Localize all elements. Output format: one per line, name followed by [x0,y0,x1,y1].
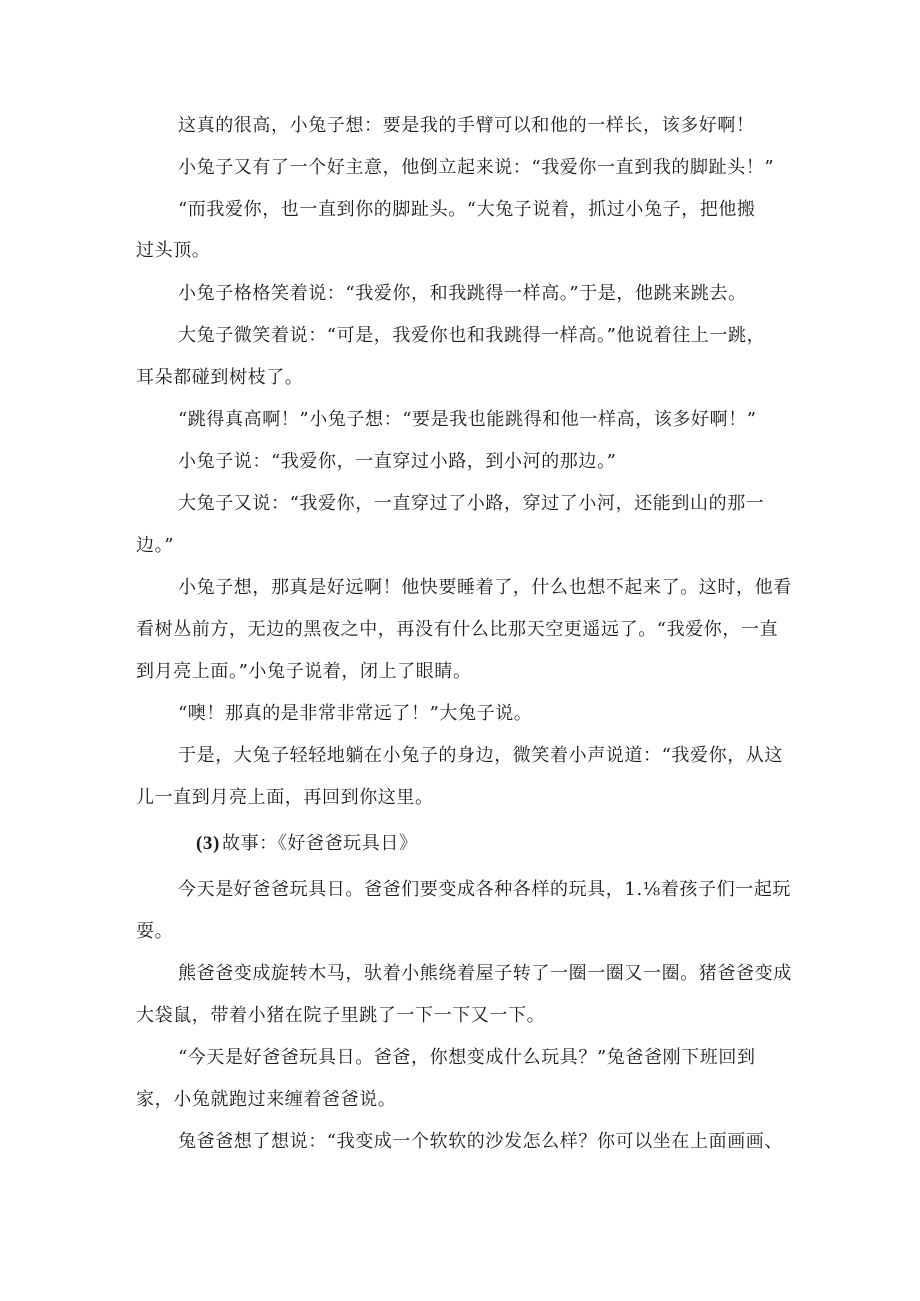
paragraph-line: 小兔子格格笑着说：“我爱你，和我跳得一样高。”于是，他跳来跳去。 [178,283,747,304]
paragraph-line: 兔爸爸想了想说：“我变成一个软软的沙发怎么样？你可以坐在上面画画、 [178,1131,783,1152]
paragraph-line: “噢！那真的是非常非常远了！”大兔子说。 [178,703,533,724]
paragraph-line: 耳朵都碰到树枝了。 [136,367,304,388]
paragraph-line: 今天是好爸爸玩具日。爸爸们要变成各种各样的玩具，1.⅛着孩子们一起玩 [178,879,792,900]
paragraph-line: “而我爱你，也一直到你的脚趾头。“大兔子说着，抓过小兔子，把他搬 [178,199,756,220]
section-number: (3) [196,833,220,854]
paragraph-line: 边。” [136,535,175,556]
paragraph-line: 于是，大兔子轻轻地躺在小兔子的身边，微笑着小声说道：“我爱你，从这 [178,745,783,766]
paragraph-line: 家，小兔就跑过来缠着爸爸说。 [136,1089,397,1110]
paragraph-line: 到月亮上面。”小兔子说着，闭上了眼睛。 [136,661,472,682]
paragraph-line: 过头顶。 [136,240,211,261]
section-title: 故事：《好爸爸玩具日》 [221,833,418,854]
paragraph-line: 小兔子说：“我爱你，一直穿过小路，到小河的那边。” [178,451,617,472]
paragraph-line: 耍。 [136,921,174,942]
paragraph-line: 大兔子又说：“我爱你，一直穿过了小路，穿过了小河，还能到山的那一 [178,493,765,514]
paragraph-line: 熊爸爸变成旋转木马，驮着小熊绕着屋子转了一圈一圈又一圈。猪爸爸变成 [178,963,792,984]
paragraph-line: 大袋鼠，带着小猪在院子里跳了一下一下又一下。 [136,1005,546,1026]
section-heading [196,832,418,856]
paragraph-line: 小兔子又有了一个好主意，他倒立起来说：“我爱你一直到我的脚趾头！” [178,157,775,178]
paragraph-line: 这真的很高，小兔子想：要是我的手臂可以和他的一样长，该多好啊！ [178,115,755,136]
paragraph-line: 小兔子想，那真是好远啊！他快要睡着了，什么也想不起来了。这时，他看 [178,577,792,598]
paragraph-line: 看树丛前方，无边的黑夜之中，再没有什么比那天空更遥远了。“我爱你，一直 [136,619,779,640]
paragraph-line: “跳得真高啊！”小兔子想：“要是我也能跳得和他一样高，该多好啊！” [178,409,757,430]
paragraph-line: 大兔子微笑着说：“可是，我爱你也和我跳得一样高。”他说着往上一跳， [178,325,766,346]
paragraph-line: 儿一直到月亮上面，再回到你这里。 [136,787,434,808]
paragraph-line: “今天是好爸爸玩具日。爸爸，你想变成什么玩具？”兔爸爸刚下班回到 [178,1047,756,1068]
